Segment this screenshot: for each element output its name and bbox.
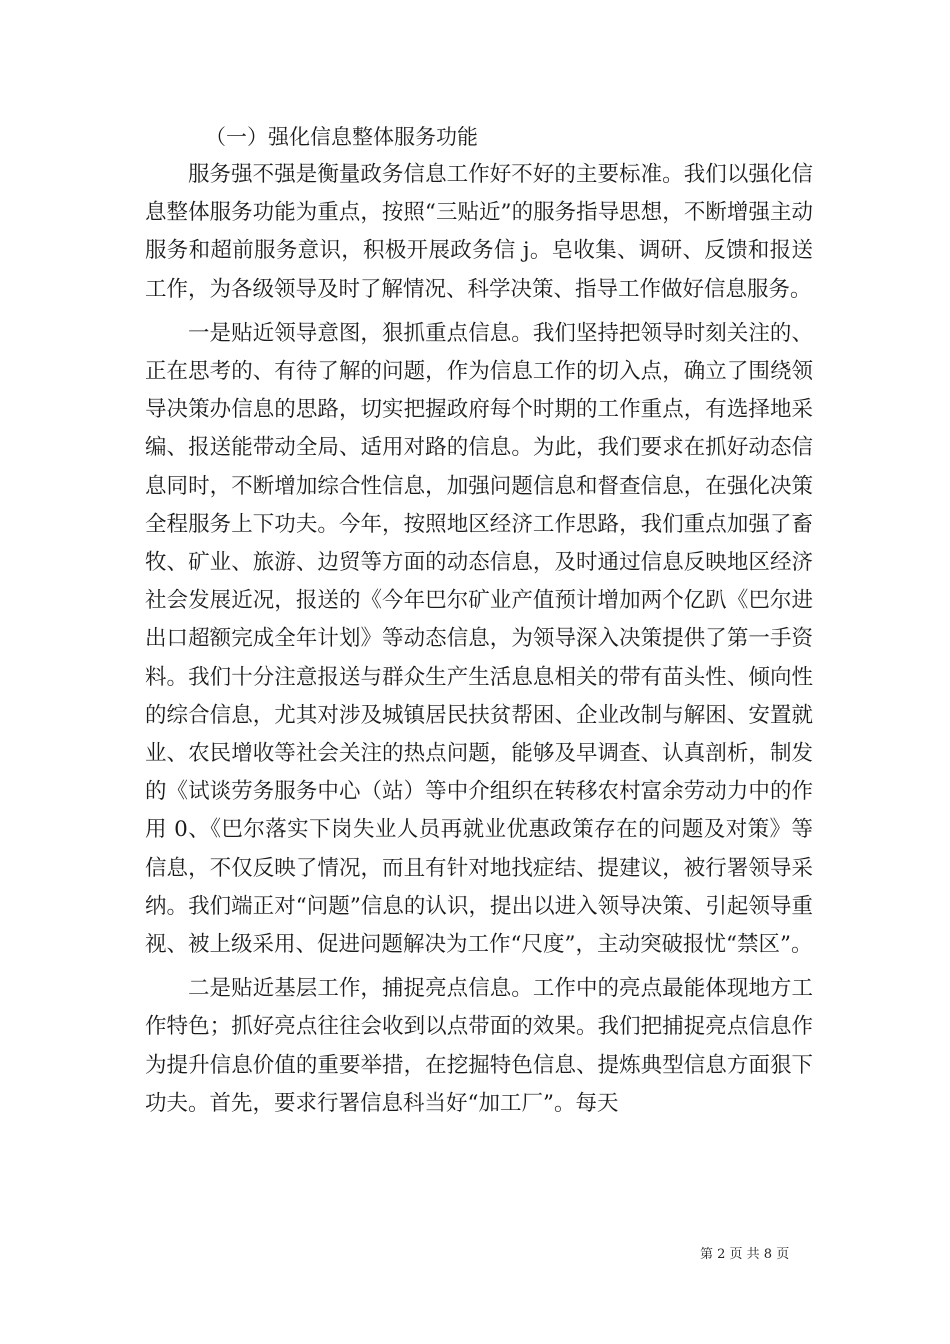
paragraph-leadership-focus: 一是贴近领导意图，狠抓重点信息。我们坚持把领导时刻关注的、正在思考的、有待了解的问题，作为信息工作的切入点，确立了围绕领导决策办信息的思路，切实把握政府每个时期的工作重点，有选择地采编、报送能带动全局、适用对路的信息。为此，我们要求在抓好动态信息同时，不断增加综合性信息，加强问题信息和督查信息，在强化决策全程服务上下功夫。今年，按照地区经济工作思路，我们重点加强了畜牧、矿业、旅游、边贸等方面的动态信息，及时通过信息反映地区经济社会发展近况，报送的《今年巴尔矿业产值预计增加两个亿趴《巴尔进出口超额完成全年计划》等动态信息，为领导深入决策提供了第一手资料。我们十分注意报送与群众生产生活息息相关的带有苗头性、倾向性的综合信息，尤其对涉及城镇居民扶贫帮困、企业改制与解困、安置就业、农民增收等社会关注的热点问题，能够及早调查、认真剖析，制发的《试谈劳务服务中心（站）等中介组织在转移农村富余劳动力中的作用 0、《巴尔落实下岗失业人员再就业优惠政策存在的问题及对策》等信息，不仅反映了情况，而且有针对地找症结、提建议，被行署领导采纳。我们端正对“问题”信息的认识，提出以进入领导决策、引起领导重视、被上级采用、促进问题解决为工作“尺度”，主动突破报忧“禁区”。 bbox=[145, 320, 813, 958]
paragraph-grassroots-focus: 二是贴近基层工作，捕捉亮点信息。工作中的亮点最能体现地方工作特色；抓好亮点往往会收到以点带面的效果。我们把捕捉亮点信息作为提升信息价值的重要举措，在挖掘特色信息、提炼典型信息方面狠下功夫。首先，要求行署信息科当好“加工厂”。每天 bbox=[145, 976, 813, 1116]
paragraph-intro: 服务强不强是衡量政务信息工作好不好的主要标准。我们以强化信息整体服务功能为重点，按照“三贴近”的服务指导思想，不断增强主动服务和超前服务意识，积极开展政务信 j。皂收集、调研、反馈和报送工作，为各级领导及时了解情况、科学决策、指导工作做好信息服务。 bbox=[145, 162, 813, 302]
section-heading: （一）强化信息整体服务功能 bbox=[205, 125, 478, 149]
document-body bbox=[145, 118, 813, 1123]
page-number: 第 2 页 共 8 页 bbox=[700, 1247, 790, 1262]
